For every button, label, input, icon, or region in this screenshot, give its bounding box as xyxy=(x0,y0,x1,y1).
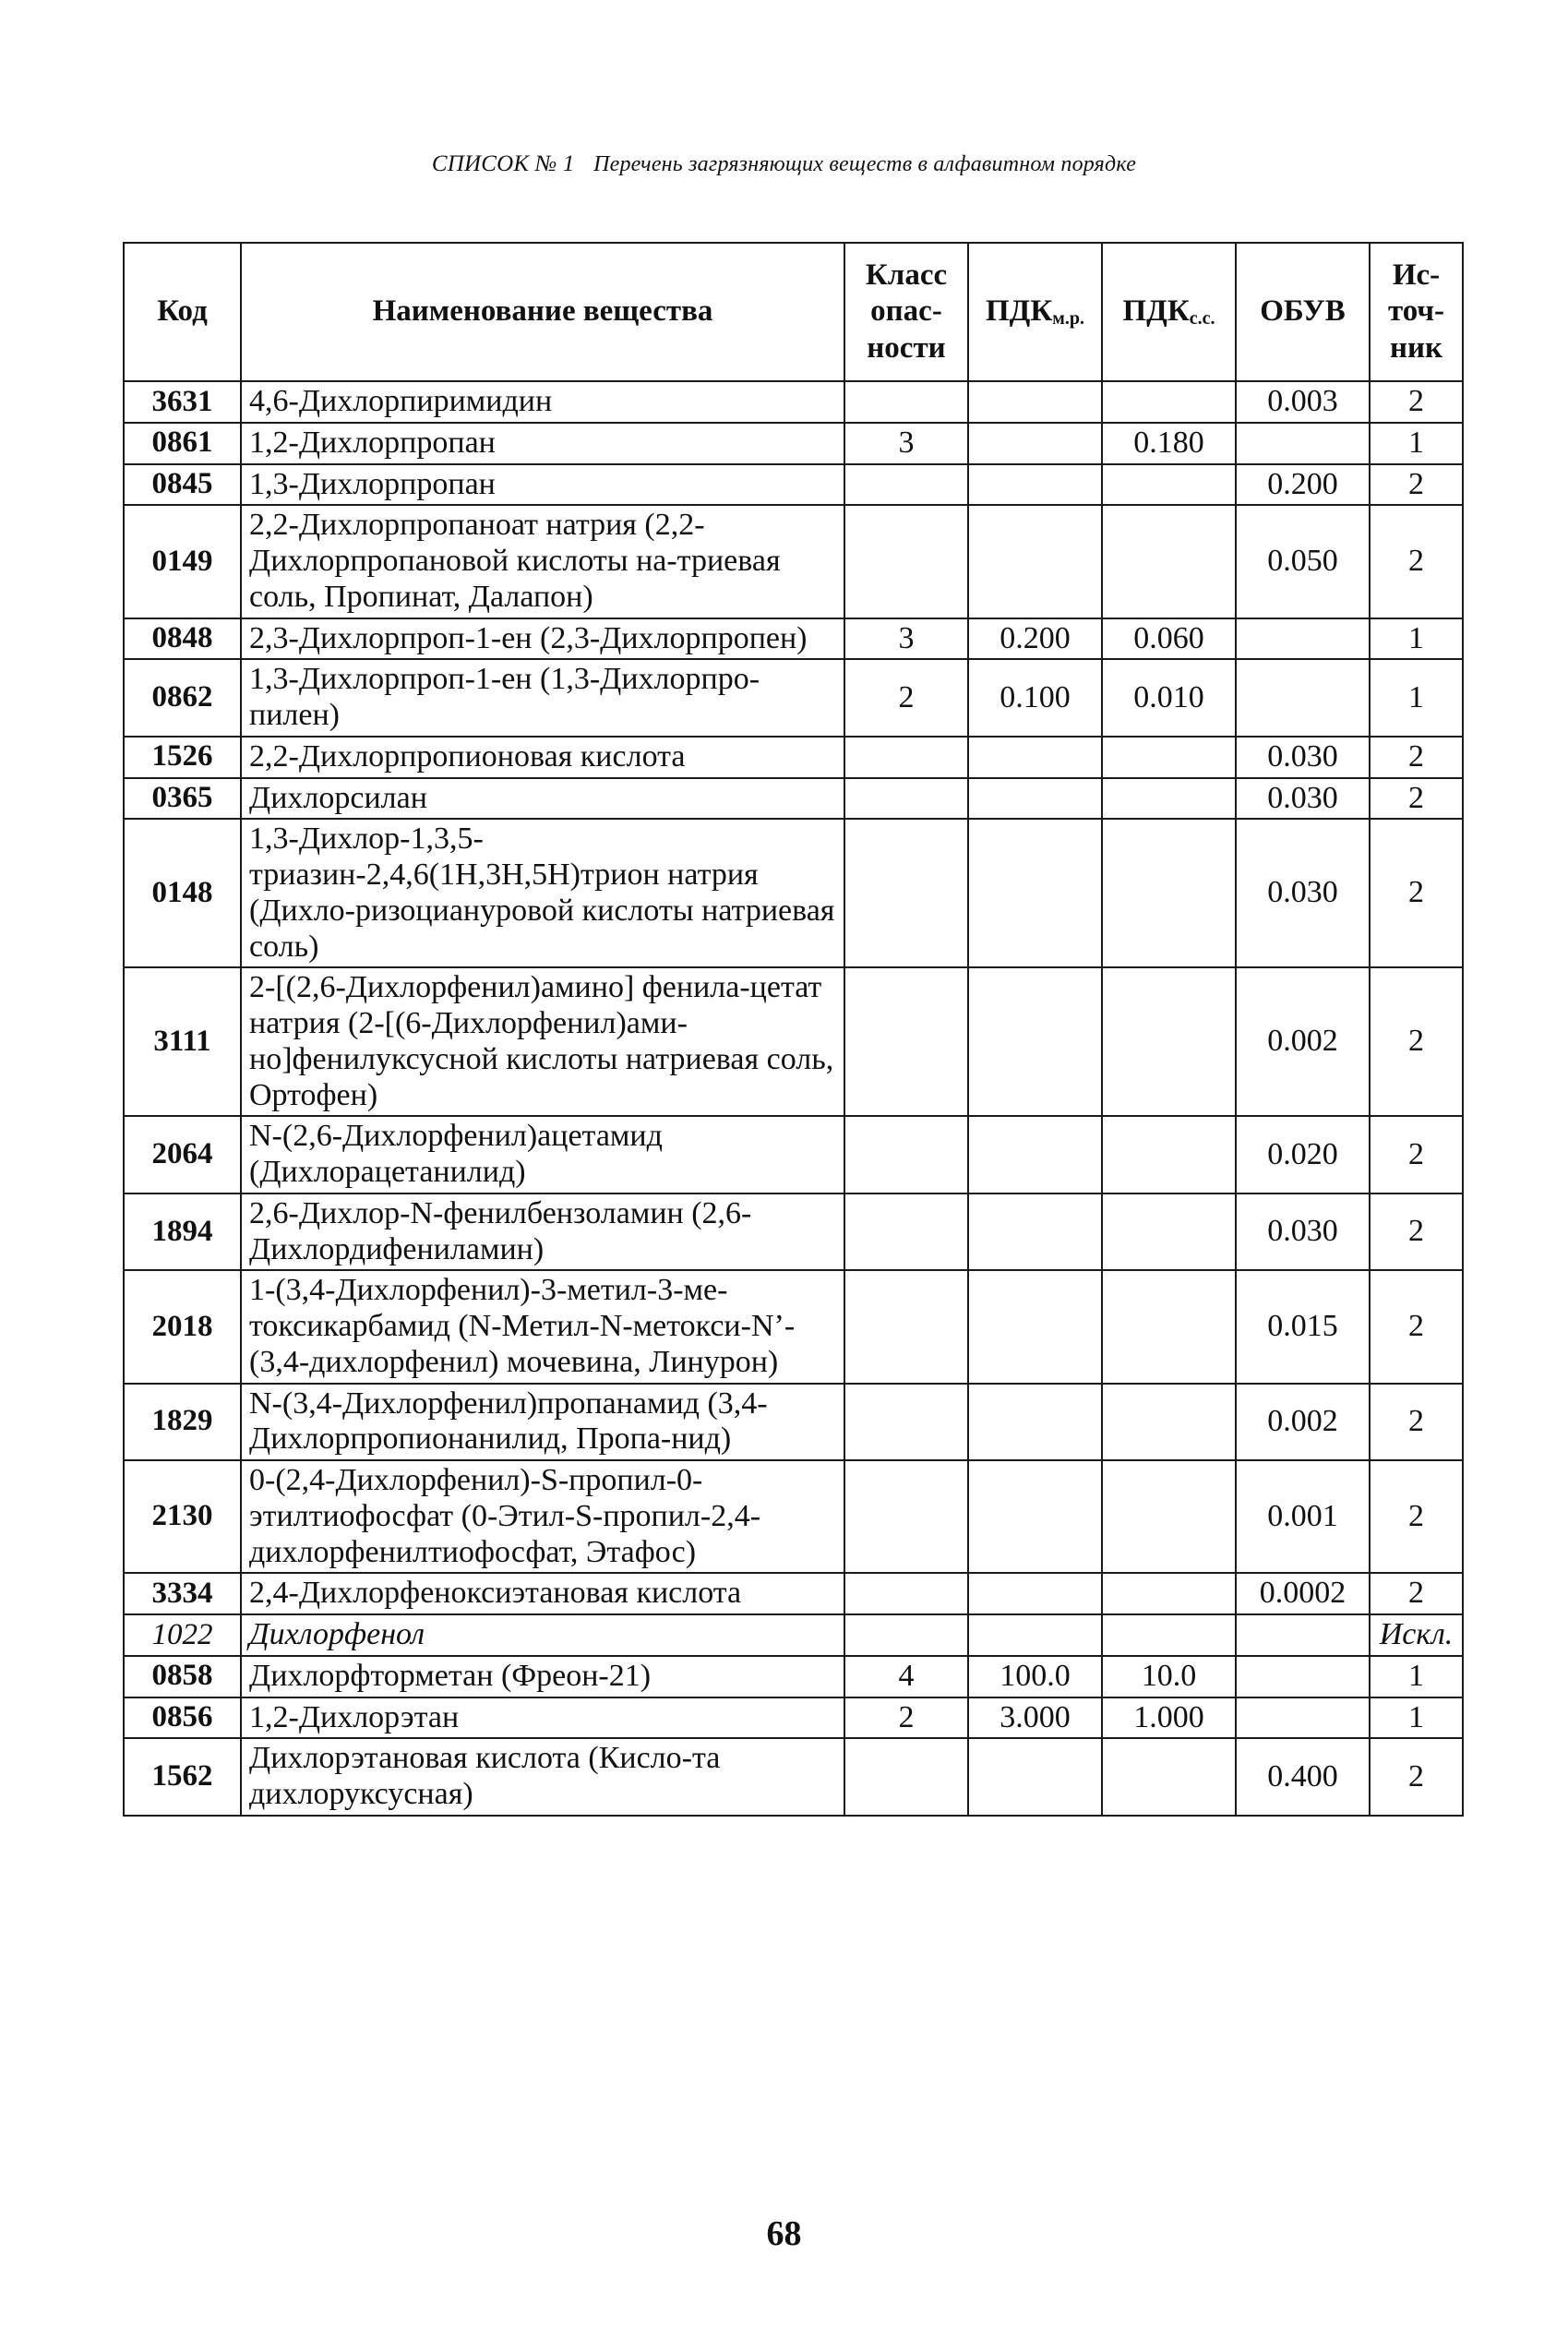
source-label: Ис- точ- ник xyxy=(1387,258,1445,365)
cell-name: 1,2-Дихлорэтан xyxy=(241,1697,844,1739)
table-row xyxy=(124,1193,1463,1271)
table-row xyxy=(124,505,1463,618)
cell-obuv: 0.015 xyxy=(1236,1270,1370,1383)
table-row xyxy=(124,1573,1463,1614)
list-title: Перечень загрязняющих веществ в алфавитном порядке xyxy=(593,152,1137,176)
cell-pdk-mr xyxy=(968,1116,1102,1193)
cell-code: 0845 xyxy=(124,464,241,506)
cell-pdk-mr: 100.0 xyxy=(968,1656,1102,1697)
cell-hazard-class xyxy=(844,1193,968,1271)
cell-hazard-class: 2 xyxy=(844,1697,968,1739)
cell-source: 2 xyxy=(1370,1193,1463,1271)
hazard-class-label: Класс опас- ности xyxy=(865,258,948,365)
cell-pdk-ss: 0.060 xyxy=(1102,618,1236,660)
cell-hazard-class: 3 xyxy=(844,618,968,660)
cell-obuv: 0.020 xyxy=(1236,1116,1370,1193)
cell-code: 2130 xyxy=(124,1460,241,1573)
cell-name: 2,6-Дихлор-N-фенилбензоламин (2,6-Дихлордифениламин) xyxy=(241,1193,844,1271)
cell-source: 2 xyxy=(1370,1384,1463,1461)
cell-pdk-ss xyxy=(1102,464,1236,506)
cell-pdk-ss: 0.180 xyxy=(1102,423,1236,464)
table-row xyxy=(124,1697,1463,1739)
cell-source: 2 xyxy=(1370,778,1463,820)
cell-pdk-ss xyxy=(1102,1573,1236,1614)
table-row xyxy=(124,967,1463,1116)
cell-pdk-mr xyxy=(968,737,1102,778)
cell-pdk-ss xyxy=(1102,819,1236,967)
cell-hazard-class xyxy=(844,505,968,618)
cell-source: 1 xyxy=(1370,618,1463,660)
cell-pdk-ss xyxy=(1102,1270,1236,1383)
cell-code: 1526 xyxy=(124,737,241,778)
cell-code: 0856 xyxy=(124,1697,241,1739)
cell-pdk-ss xyxy=(1102,967,1236,1116)
cell-hazard-class xyxy=(844,967,968,1116)
cell-pdk-mr xyxy=(968,505,1102,618)
cell-pdk-ss xyxy=(1102,381,1236,423)
table-row xyxy=(124,778,1463,820)
cell-code: 0149 xyxy=(124,505,241,618)
cell-code: 2064 xyxy=(124,1116,241,1193)
pdk-ss-label: ПДК xyxy=(1122,294,1190,329)
table-body xyxy=(124,381,1463,1816)
cell-pdk-ss xyxy=(1102,1384,1236,1461)
cell-pdk-mr xyxy=(968,819,1102,967)
cell-hazard-class xyxy=(844,1573,968,1614)
cell-source: 2 xyxy=(1370,1116,1463,1193)
list-number: СПИСОК № 1 xyxy=(431,151,575,176)
column-header-hazard-class xyxy=(844,243,968,381)
cell-name: 1,3-Дихлорпроп-1-ен (1,3-Дихлорпро-пилен) xyxy=(241,659,844,737)
cell-source: 2 xyxy=(1370,381,1463,423)
cell-name: 4,6-Дихлорпиримидин xyxy=(241,381,844,423)
cell-pdk-mr: 3.000 xyxy=(968,1697,1102,1739)
cell-pdk-ss xyxy=(1102,1738,1236,1816)
cell-source: 2 xyxy=(1370,1573,1463,1614)
cell-pdk-ss xyxy=(1102,778,1236,820)
cell-name: 2-[(2,6-Дихлорфенил)амино] фенила-цетат натрия (2-[(6-Дихлорфенил)ами-но]фенилуксусной кислоты натриевая соль, Ортофен) xyxy=(241,967,844,1116)
cell-hazard-class xyxy=(844,464,968,506)
cell-code: 0365 xyxy=(124,778,241,820)
column-header-obuv: ОБУВ xyxy=(1236,243,1370,381)
cell-code: 0848 xyxy=(124,618,241,660)
cell-obuv: 0.050 xyxy=(1236,505,1370,618)
cell-pdk-mr xyxy=(968,1573,1102,1614)
cell-source: 1 xyxy=(1370,1656,1463,1697)
cell-obuv: 0.030 xyxy=(1236,1193,1370,1271)
column-header-pdk-mr xyxy=(968,243,1102,381)
column-header-source xyxy=(1370,243,1463,381)
cell-pdk-mr xyxy=(968,1460,1102,1573)
cell-code: 0148 xyxy=(124,819,241,967)
cell-hazard-class xyxy=(844,1384,968,1461)
cell-name: Дихлорфторметан (Фреон-21) xyxy=(241,1656,844,1697)
cell-pdk-mr xyxy=(968,1738,1102,1816)
cell-code: 1894 xyxy=(124,1193,241,1271)
cell-hazard-class xyxy=(844,1614,968,1656)
cell-source: 1 xyxy=(1370,423,1463,464)
cell-hazard-class xyxy=(844,1738,968,1816)
cell-pdk-mr xyxy=(968,1384,1102,1461)
cell-hazard-class: 2 xyxy=(844,659,968,737)
cell-obuv: 0.030 xyxy=(1236,819,1370,967)
cell-source: 1 xyxy=(1370,659,1463,737)
cell-pdk-ss: 10.0 xyxy=(1102,1656,1236,1697)
table-row xyxy=(124,1614,1463,1656)
cell-code: 1022 xyxy=(124,1614,241,1656)
cell-source: 2 xyxy=(1370,505,1463,618)
table-header-row xyxy=(124,243,1463,381)
pdk-mr-subscript: м.р. xyxy=(1052,308,1085,330)
cell-pdk-ss xyxy=(1102,505,1236,618)
cell-hazard-class: 3 xyxy=(844,423,968,464)
cell-name: 2,2-Дихлорпропионовая кислота xyxy=(241,737,844,778)
cell-code: 3111 xyxy=(124,967,241,1116)
cell-pdk-ss: 1.000 xyxy=(1102,1697,1236,1739)
cell-code: 0861 xyxy=(124,423,241,464)
cell-source: 1 xyxy=(1370,1697,1463,1739)
cell-code: 0858 xyxy=(124,1656,241,1697)
column-header-pdk-ss xyxy=(1102,243,1236,381)
page-header xyxy=(0,151,1568,177)
column-header-code: Код xyxy=(124,243,241,381)
pdk-ss-subscript: с.с. xyxy=(1189,308,1215,330)
cell-code: 0862 xyxy=(124,659,241,737)
table-row xyxy=(124,737,1463,778)
cell-pdk-ss xyxy=(1102,737,1236,778)
cell-name: 2,4-Дихлорфеноксиэтановая кислота xyxy=(241,1573,844,1614)
cell-source: 2 xyxy=(1370,1460,1463,1573)
cell-pdk-ss xyxy=(1102,1460,1236,1573)
cell-source: 2 xyxy=(1370,464,1463,506)
cell-hazard-class xyxy=(844,778,968,820)
cell-source: 2 xyxy=(1370,1270,1463,1383)
cell-hazard-class xyxy=(844,819,968,967)
cell-source: 2 xyxy=(1370,1738,1463,1816)
cell-obuv: 0.400 xyxy=(1236,1738,1370,1816)
cell-code: 1562 xyxy=(124,1738,241,1816)
cell-pdk-ss xyxy=(1102,1116,1236,1193)
table-row xyxy=(124,618,1463,660)
cell-source: Искл. xyxy=(1370,1614,1463,1656)
cell-code: 3334 xyxy=(124,1573,241,1614)
table-row xyxy=(124,423,1463,464)
cell-obuv xyxy=(1236,1697,1370,1739)
cell-pdk-mr xyxy=(968,1270,1102,1383)
table-row xyxy=(124,1116,1463,1193)
cell-hazard-class: 4 xyxy=(844,1656,968,1697)
cell-hazard-class xyxy=(844,1460,968,1573)
table-row xyxy=(124,1738,1463,1816)
cell-pdk-mr xyxy=(968,1193,1102,1271)
cell-obuv xyxy=(1236,618,1370,660)
cell-name: Дихлорфенол xyxy=(241,1614,844,1656)
cell-pdk-mr xyxy=(968,1614,1102,1656)
cell-name: 1,3-Дихлор-1,3,5-триазин-2,4,6(1H,3H,5H)трион натрия (Дихло-ризоциануровой кислоты натриевая соль) xyxy=(241,819,844,967)
cell-pdk-mr: 0.200 xyxy=(968,618,1102,660)
cell-obuv: 0.030 xyxy=(1236,778,1370,820)
cell-pdk-mr: 0.100 xyxy=(968,659,1102,737)
page-number: 68 xyxy=(766,2214,802,2253)
cell-obuv: 0.001 xyxy=(1236,1460,1370,1573)
cell-hazard-class xyxy=(844,1116,968,1193)
cell-pdk-mr xyxy=(968,778,1102,820)
cell-hazard-class xyxy=(844,381,968,423)
table-row xyxy=(124,381,1463,423)
cell-pdk-mr xyxy=(968,423,1102,464)
table-row xyxy=(124,1270,1463,1383)
cell-name: 1,3-Дихлорпропан xyxy=(241,464,844,506)
cell-obuv xyxy=(1236,1614,1370,1656)
cell-source: 2 xyxy=(1370,967,1463,1116)
cell-pdk-ss xyxy=(1102,1614,1236,1656)
pdk-mr-label: ПДК xyxy=(985,294,1053,329)
cell-hazard-class xyxy=(844,1270,968,1383)
cell-pdk-mr xyxy=(968,464,1102,506)
cell-name: 2,2-Дихлорпропаноат натрия (2,2-Дихлорпропановой кислоты на-триевая соль, Пропинат, Далапон) xyxy=(241,505,844,618)
cell-name: 0-(2,4-Дихлорфенил)-S-пропил-0-этилтиофосфат (0-Этил-S-пропил-2,4-дихлорфенилтиофосфат, Этафос) xyxy=(241,1460,844,1573)
cell-name: 1-(3,4-Дихлорфенил)-3-метил-3-ме-токсикарбамид (N-Метил-N-метокси-N’-(3,4-дихлорфенил) мочевина, Линурон) xyxy=(241,1270,844,1383)
cell-obuv xyxy=(1236,423,1370,464)
cell-obuv: 0.0002 xyxy=(1236,1573,1370,1614)
cell-name: 2,3-Дихлорпроп-1-ен (2,3-Дихлорпропен) xyxy=(241,618,844,660)
cell-pdk-ss: 0.010 xyxy=(1102,659,1236,737)
cell-obuv: 0.002 xyxy=(1236,967,1370,1116)
cell-source: 2 xyxy=(1370,819,1463,967)
cell-code: 1829 xyxy=(124,1384,241,1461)
table-row xyxy=(124,659,1463,737)
cell-hazard-class xyxy=(844,737,968,778)
cell-obuv: 0.002 xyxy=(1236,1384,1370,1461)
cell-pdk-mr xyxy=(968,381,1102,423)
table-row xyxy=(124,1384,1463,1461)
cell-name: Дихлорэтановая кислота (Кисло-та дихлоруксусная) xyxy=(241,1738,844,1816)
cell-obuv: 0.200 xyxy=(1236,464,1370,506)
table-row xyxy=(124,464,1463,506)
cell-name: 1,2-Дихлорпропан xyxy=(241,423,844,464)
cell-pdk-ss xyxy=(1102,1193,1236,1271)
cell-source: 2 xyxy=(1370,737,1463,778)
cell-obuv xyxy=(1236,659,1370,737)
substances-table xyxy=(123,242,1464,1817)
cell-code: 2018 xyxy=(124,1270,241,1383)
cell-pdk-mr xyxy=(968,967,1102,1116)
cell-obuv xyxy=(1236,1656,1370,1697)
cell-name: N-(3,4-Дихлорфенил)пропанамид (3,4-Дихлорпропионанилид, Пропа-нид) xyxy=(241,1384,844,1461)
table-row xyxy=(124,1460,1463,1573)
cell-obuv: 0.003 xyxy=(1236,381,1370,423)
cell-name: Дихлорсилан xyxy=(241,778,844,820)
cell-obuv: 0.030 xyxy=(1236,737,1370,778)
column-header-name: Наименование вещества xyxy=(241,243,844,381)
table-row xyxy=(124,1656,1463,1697)
cell-name: N-(2,6-Дихлорфенил)ацетамид (Дихлорацетанилид) xyxy=(241,1116,844,1193)
table-row xyxy=(124,819,1463,967)
cell-code: 3631 xyxy=(124,381,241,423)
